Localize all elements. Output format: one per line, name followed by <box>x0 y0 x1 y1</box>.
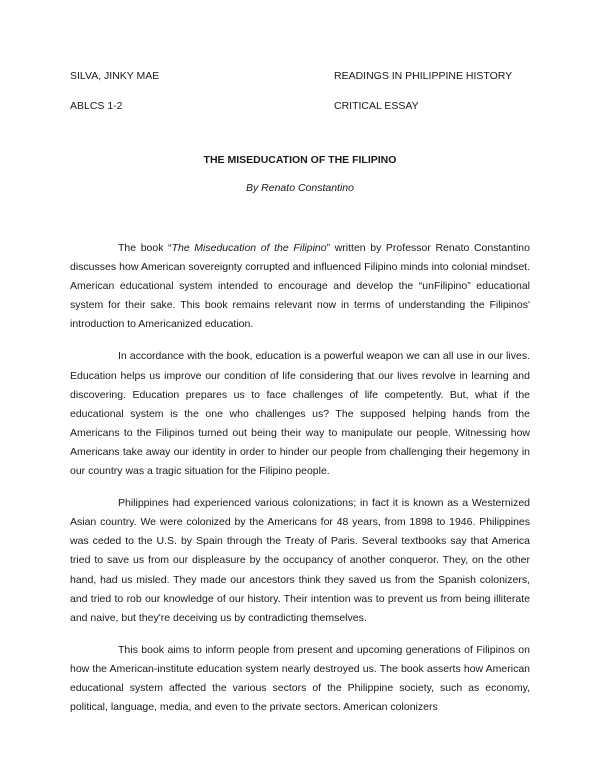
paragraph-4: This book aims to inform people from present and upcoming generations of Filipinos on how the American-institute education system nearly destroyed us. The book asserts how American educational system affected the various sectors of the Philippine society, such as economy, political, language, media, and even to the private sectors. American colonizers <box>70 643 530 714</box>
paragraph-3: Philippines had experienced various colonizations; in fact it is known as a Westernized Asian country. We were colonized by the Americans for 48 years, from 1898 to 1946. Philippines was ceded to the U.S. by Spain through the Treaty of Paris. Several textbooks say that America tried to save us from our displeasure by the occupancy of another conqueror. They, on the other hand, had us misled. They made our ancestors think they saved us from the Spanish colonizers, and tried to rob our knowledge of our history. Their intention was to prevent us from being illiterate and naive, but they're deceiving us by contradicting themselves. <box>70 497 530 624</box>
essay-body <box>70 239 530 717</box>
essay-type: CRITICAL ESSAY <box>334 100 419 112</box>
paragraph-2: In accordance with the book, education is a powerful weapon we can all use in our lives. Education helps us improve our condition of life considering that our lives revolve in learning and discovering. Education prepares us to face challenges of life competently. But, what if the educational system is the one who challenges us? The supposed helping hands from the Americans to the Filipinos turned out being their way to manipulate our people. Witnessing how Americans take away our identity in order to hinder our people from challenging their hegemony in our country was a tragic situation for the Filipino people. <box>70 350 530 478</box>
section-name: ABLCS 1-2 <box>70 100 123 112</box>
course-name: READINGS IN PHILIPPINE HISTORY <box>334 70 513 82</box>
paragraph-1 <box>70 239 530 334</box>
paragraph-1-pre: The book “ <box>118 242 172 254</box>
book-title: The Miseducation of the Filipino <box>171 242 327 254</box>
header-row-2 <box>70 100 530 112</box>
essay-byline: By Renato Constantino <box>246 182 354 194</box>
header-row-1 <box>70 70 530 82</box>
essay-title: THE MISEDUCATION OF THE FILIPINO <box>203 154 397 166</box>
author-name: SILVA, JINKY MAE <box>70 70 160 82</box>
paragraph-1-post: ” written by Professor Renato Constantino discusses how American sovereignty corrupted and influenced Filipino minds into colonial mindset. American educational system intended to encourage and develop the “unFilipino” educational system for their sake. This book remains relevant now in terms of understanding the Filipinos' introduction to Americanized education. <box>70 242 530 331</box>
